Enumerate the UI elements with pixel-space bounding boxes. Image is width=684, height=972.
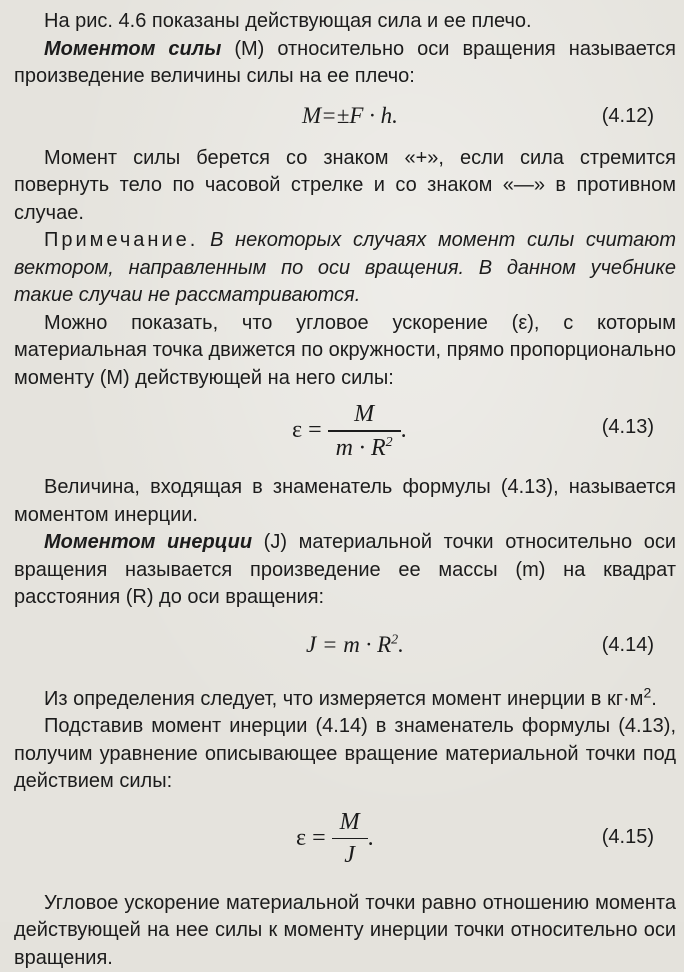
definition-moment-of-inertia — [14, 529, 676, 612]
formula-4-14 — [14, 626, 676, 678]
formula-4-14-number: (4.14) — [602, 634, 654, 657]
formula-4-14-tail: . — [398, 632, 404, 657]
formula-4-12-rhs: =±F · h. — [321, 103, 398, 128]
note-text: В некоторых случаях момент силы считают вектором, направленным по оси вращения. В данном учебнике такие случаи не рассматриваются. — [14, 229, 676, 306]
note-paragraph — [14, 227, 676, 310]
formula-4-15 — [14, 806, 676, 886]
formula-4-15-numerator: M — [332, 808, 368, 838]
paragraph-denominator: Величина, входящая в знаменатель формулы (4.13), называется моментом инерции. — [14, 474, 676, 529]
formula-4-13-number: (4.13) — [602, 416, 654, 439]
paragraph-conclusion: Угловое ускорение материальной точки равно отношению момента действующей на нее силы к моменту инерции точки относительно оси вращения. — [14, 890, 676, 972]
units-text: Из определения следует, что измеряется момент инерции в — [44, 688, 607, 710]
paragraph-intro: На рис. 4.6 показаны действующая сила и ее плечо. — [14, 8, 676, 36]
term-moment-of-force: Моментом силы — [44, 38, 221, 60]
definition-moment-of-inertia-text: (J) материальной точки относительно оси вращения называется произведение ее массы (m) на квадрат расстояния (R) до оси вращения: — [14, 531, 676, 608]
formula-4-14-expr: J = m · R — [306, 632, 391, 657]
paragraph-substitution: Подставив момент инерции (4.14) в знаменатель формулы (4.13), получим уравнение описывающее вращение материальной точки под действием силы: — [14, 713, 676, 796]
formula-4-15-lhs: ε = — [296, 825, 326, 852]
formula-4-13-fraction — [328, 400, 401, 462]
definition-moment-of-force — [14, 36, 676, 91]
note-label: Примечание. — [44, 229, 198, 251]
formula-4-12 — [14, 97, 676, 141]
units-power: 2 — [643, 684, 651, 700]
units-value: кг·м — [607, 688, 643, 710]
formula-4-15-fraction — [332, 808, 368, 870]
formula-4-15-denominator: J — [336, 839, 363, 869]
paragraph-units — [14, 686, 676, 714]
formula-4-12-number: (4.12) — [602, 105, 654, 128]
formula-4-13-lhs: ε = — [292, 417, 322, 444]
definition-moment-of-force-text: (M) относительно оси вращения называется произведение величины силы на ее плечо: — [14, 38, 676, 88]
formula-4-14-power: 2 — [391, 632, 398, 647]
formula-4-13 — [14, 398, 676, 470]
formula-4-13-power: 2 — [386, 435, 393, 450]
formula-4-13-numerator: M — [346, 400, 382, 430]
formula-4-15-tail: . — [368, 825, 374, 852]
formula-4-13-denominator: m · R — [336, 435, 386, 461]
paragraph-angular-acceleration: Можно показать, что угловое ускорение (ε), с которым материальная точка движется по окружности, прямо пропорционально моменту (M) действующей на него силы: — [14, 310, 676, 393]
formula-4-13-tail: . — [401, 417, 407, 444]
formula-4-15-number: (4.15) — [602, 826, 654, 849]
formula-4-12-lhs: M — [302, 103, 321, 128]
units-tail: . — [651, 688, 657, 710]
term-moment-of-inertia: Моментом инерции — [44, 531, 252, 553]
paragraph-sign-rule: Момент силы берется со знаком «+», если сила стремится повернуть тело по часовой стрелке и со знаком «—» в противном случае. — [14, 145, 676, 228]
